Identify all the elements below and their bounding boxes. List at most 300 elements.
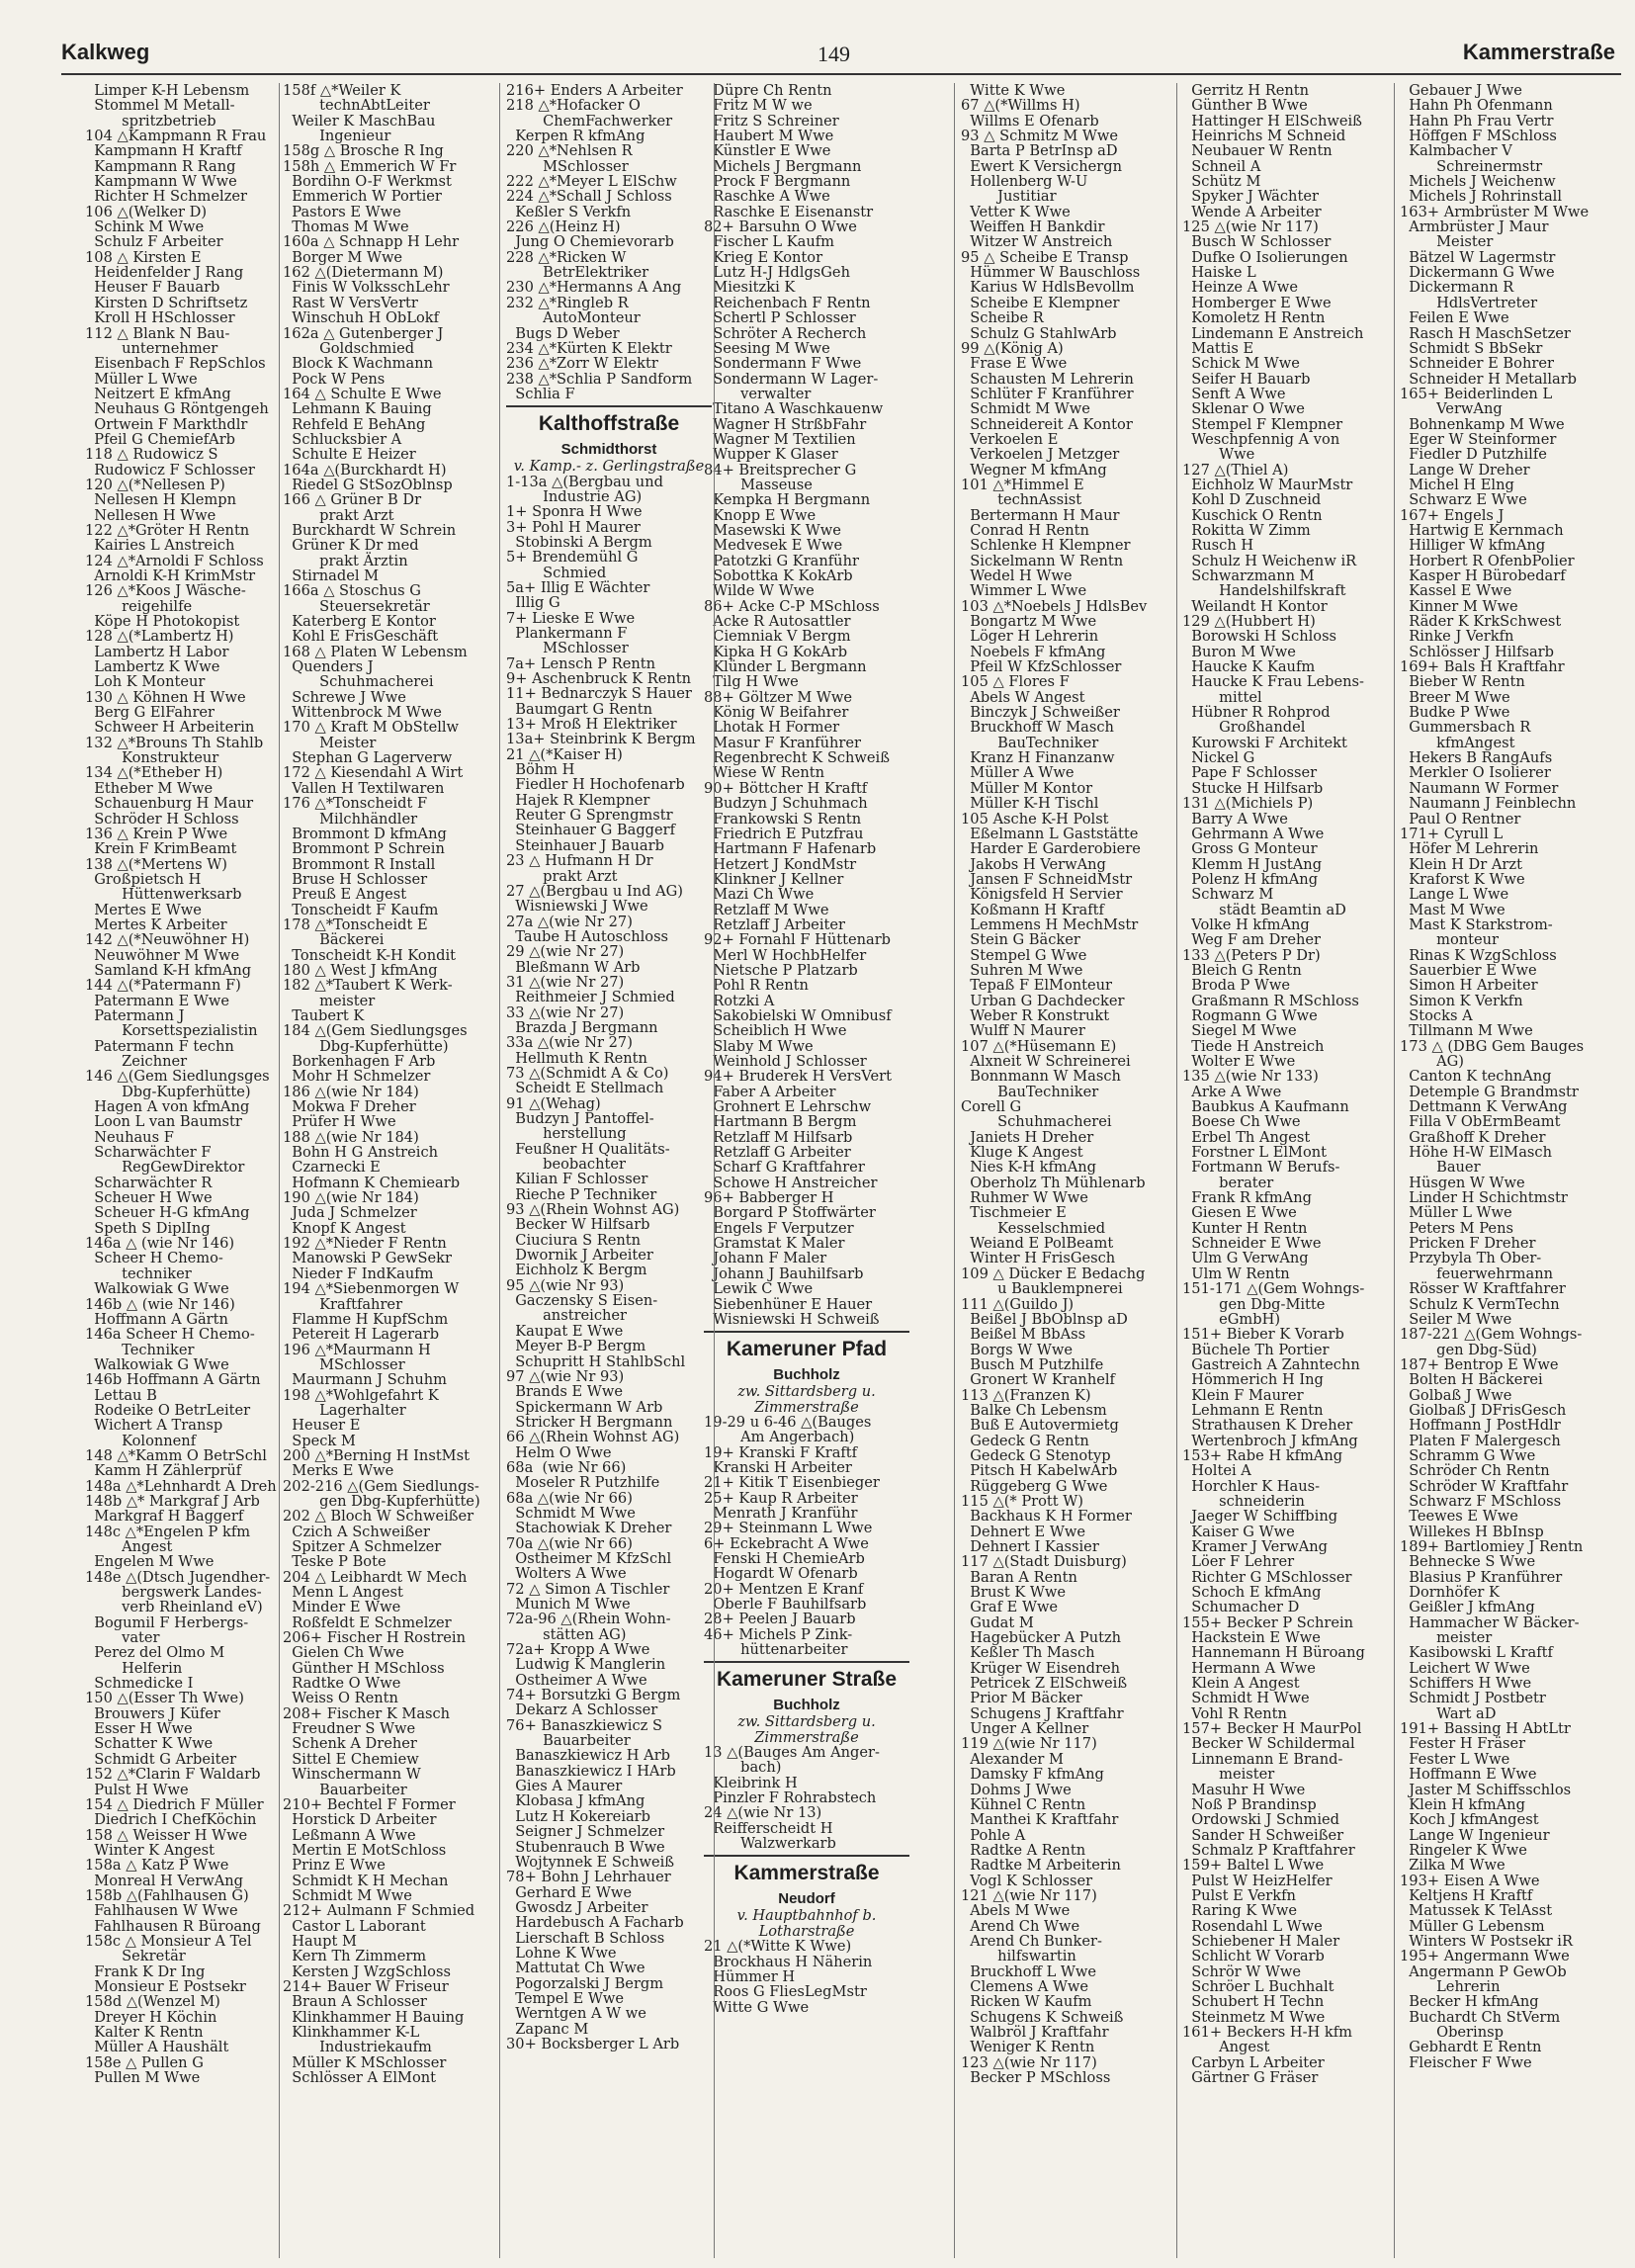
directory-entry: 222 △*Meyer L ElSchw [506, 173, 677, 191]
directory-entry: Gehrmann A Wwe [1182, 825, 1325, 842]
directory-entry: 158c △ Monsieur A Tel [85, 1932, 252, 1950]
directory-entry: Verkoelen J Metzger [961, 446, 1120, 464]
directory-entry: Hahn Ph Frau Vertr [1400, 112, 1554, 130]
directory-entry: Ulm G VerwAng [1182, 1250, 1309, 1267]
directory-entry: Koch J kfmAngest [1400, 1811, 1539, 1829]
directory-entry: 5a+ Illig E Wächter [506, 578, 650, 596]
directory-entry: Hilliger W kfmAng [1400, 537, 1546, 555]
directory-entry: Angermann P GewOb [1400, 1963, 1567, 1980]
column-divider [954, 83, 955, 2258]
directory-entry: Hajek R Klempner [506, 791, 650, 809]
directory-entry: 208+ Fischer K Masch [283, 1704, 451, 1722]
directory-entry: Kraforst K Wwe [1400, 870, 1525, 888]
directory-entry: Juda J Schmelzer [283, 1204, 417, 1222]
directory-entry: 66 △(Rhein Wohnst AG) [506, 1429, 680, 1446]
directory-entry: Ludwig K Manglerin [506, 1656, 666, 1674]
directory-entry: Stephan G Lagerverw [283, 749, 453, 767]
directory-entry: Kamm H Zählerprüf [85, 1462, 242, 1480]
directory-entry: 158f △*Weiler K [283, 83, 401, 99]
directory-entry: städt Beamtin aD [1182, 901, 1346, 918]
directory-entry: Milchhändler [283, 810, 418, 828]
directory-entry: Vetter K Wwe [961, 203, 1071, 220]
directory-entry: herstellung [506, 1125, 627, 1143]
directory-entry: Leßmann A Wwe [283, 1826, 416, 1844]
directory-entry: Medvesek E Wwe [704, 537, 843, 555]
directory-entry: 166 △ Grüner B Dr [283, 491, 422, 509]
directory-entry: Castor L Laborant [283, 1917, 426, 1935]
directory-entry: Weilandt H Kontor [1182, 597, 1328, 615]
directory-entry: 138 △(*Mertens W) [85, 855, 227, 873]
directory-entry: Graf E Wwe [961, 1599, 1059, 1616]
directory-entry: Steinhauer G Baggerf [506, 822, 676, 839]
directory-entry: Schowe H Anstreicher [704, 1174, 878, 1191]
directory-entry: 105 Asche K-H Polst [961, 810, 1109, 828]
directory-entry: Kramer J VerwAng [1182, 1538, 1329, 1555]
directory-entry: Schrewe J Wwe [283, 688, 406, 706]
directory-entry: 236 △*Zorr W Elektr [506, 355, 658, 373]
directory-entry: 92+ Fornahl F Hüttenarb [704, 931, 892, 949]
directory-entry: Schulz K VermTechn [1400, 1295, 1560, 1313]
directory-entry: Schatter K Wwe [85, 1735, 214, 1753]
directory-entry: Gaczensky S Eisen- [506, 1292, 658, 1310]
directory-entry: Eisenbach F RepSchlos [85, 355, 266, 373]
directory-entry: Bleßmann W Arb [506, 958, 641, 976]
directory-entry: MSchlosser [506, 157, 629, 175]
directory-entry: MSchlosser [506, 640, 629, 657]
directory-entry: Jansen F SchneidMstr [961, 870, 1133, 888]
directory-entry: Taubert K [283, 1006, 365, 1024]
directory-entry: Petricek Z ElSchweiß [961, 1675, 1128, 1693]
directory-entry: Kaupat E Wwe [506, 1322, 624, 1340]
directory-entry: Kohl E FrisGeschäft [283, 628, 439, 646]
directory-entry: Gramstat K Maler [704, 1235, 845, 1253]
directory-entry: Burckhardt W Schrein [283, 521, 457, 539]
directory-entry: 234 △*Kürten K Elektr [506, 339, 672, 357]
directory-entry: Clemens A Wwe [961, 1977, 1089, 1995]
directory-entry: Wende A Arbeiter [1182, 203, 1322, 220]
directory-entry: Friedrich E Putzfrau [704, 825, 864, 842]
directory-entry: 190 △(wie Nr 184) [283, 1189, 419, 1207]
directory-entry: Hetzert J KondMstr [704, 855, 857, 873]
directory-entry: spritzbetrieb [85, 112, 216, 130]
directory-column-4 [704, 83, 909, 2015]
directory-entry: Schlösser A ElMont [283, 2069, 437, 2086]
directory-entry: Titano A Waschkauenw [704, 400, 884, 418]
directory-entry: Horchler K Haus- [1182, 1477, 1321, 1495]
directory-entry: Czich A Schweißer [283, 1523, 430, 1540]
directory-entry: 184 △(Gem Siedlungsges [283, 1022, 468, 1040]
directory-entry: Lemmens H MechMstr [961, 916, 1139, 933]
directory-entry: Haucke K Frau Lebens- [1182, 673, 1364, 691]
directory-entry: Weiss O Rentn [283, 1690, 398, 1707]
directory-entry: Ringeler K Wwe [1400, 1841, 1527, 1859]
directory-entry: 88+ Göltzer M Wwe [704, 688, 853, 706]
directory-entry: Radtke O Wwe [283, 1675, 401, 1693]
directory-entry: Armbrüster J Maur [1400, 218, 1549, 236]
directory-entry: 151+ Bieber K Vorarb [1182, 1326, 1344, 1344]
directory-entry: 176 △*Tonscheidt F [283, 795, 428, 813]
directory-entry: Retzlaff M Hilfsarb [704, 1128, 853, 1146]
directory-entry: Loh K Monteur [85, 673, 206, 691]
directory-entry: Hackstein E Wwe [1182, 1629, 1321, 1647]
directory-entry: unternehmer [85, 339, 218, 357]
directory-entry: Lhotak H Former [704, 719, 840, 737]
directory-entry: Loon L van Baumstr [85, 1113, 242, 1131]
directory-entry: 182 △*Taubert K Werk- [283, 977, 453, 995]
directory-entry: Blasius P Kranführer [1400, 1568, 1563, 1586]
directory-entry: Golbaß J Wwe [1400, 1386, 1512, 1404]
directory-entry: Raschke E Eisenanstr [704, 203, 874, 220]
directory-entry: Hartmann B Bergm [704, 1113, 857, 1131]
directory-entry: Backhaus K H Former [961, 1508, 1132, 1526]
street-heading: Kameruner Straße [704, 1661, 909, 1697]
directory-entry: 72a+ Kropp A Wwe [506, 1641, 650, 1659]
directory-entry: BetrElektriker [506, 264, 649, 282]
page-number: 149 [818, 42, 850, 66]
district-heading: Buchholz [773, 1697, 840, 1714]
directory-entry: 163+ Armbrüster M Wwe [1400, 203, 1590, 220]
directory-entry: Schulte E Heizer [283, 446, 416, 464]
directory-entry: Oberholz Th Mühlenarb [961, 1174, 1146, 1191]
directory-entry: Retzlaff J Arbeiter [704, 916, 845, 933]
directory-entry: Schmidt S BbSekr [1400, 339, 1543, 357]
directory-entry: Schneil A [1182, 157, 1261, 175]
directory-entry: Rosendahl L Wwe [1182, 1917, 1323, 1935]
directory-entry: 134 △(*Etheber H) [85, 764, 223, 782]
directory-entry: 109 △ Dücker E Bedachg [961, 1265, 1146, 1282]
directory-entry: Kaiser G Wwe [1182, 1523, 1295, 1540]
directory-entry: Pogorzalski J Bergm [506, 1974, 664, 1992]
directory-entry: Polenz H kfmAng [1182, 870, 1319, 888]
directory-entry: Höhe H-W ElMasch [1400, 1144, 1552, 1162]
directory-entry: Kersten J WzgSchloss [283, 1963, 451, 1980]
directory-entry: 136 △ Krein P Wwe [85, 825, 228, 842]
directory-entry: Homberger E Wwe [1182, 294, 1332, 311]
directory-entry: Stobinski A Bergm [506, 533, 652, 551]
directory-entry: 7a+ Lensch P Rentn [506, 654, 656, 672]
directory-entry: Bruckhoff W Masch [961, 719, 1114, 737]
column-divider [714, 83, 715, 2258]
directory-entry: Ricken W Kaufm [961, 1993, 1092, 2011]
directory-entry: Michel H Elng [1400, 476, 1514, 493]
directory-entry: anstreicher [506, 1307, 628, 1325]
directory-entry: Bauarbeiter [506, 1732, 631, 1750]
directory-entry: 162a △ Gutenberger J [283, 324, 444, 342]
directory-entry: Lohne K Wwe [506, 1944, 617, 1962]
directory-entry: Schumacher D [1182, 1599, 1300, 1616]
directory-entry: 158e △ Pullen G [85, 2053, 204, 2071]
directory-entry: Rehfeld E BehAng [283, 415, 426, 433]
directory-entry: Arend Ch Bunker- [961, 1932, 1102, 1950]
directory-entry: Walkowiak G Wwe [85, 1280, 229, 1298]
directory-entry: Gies A Maurer [506, 1778, 623, 1795]
directory-entry: 91 △(Wehag) [506, 1094, 601, 1112]
directory-entry: bach) [704, 1759, 782, 1777]
directory-entry: Steuersekretär [283, 597, 430, 615]
directory-entry: Canton K technAng [1400, 1068, 1552, 1086]
directory-entry: hüttenarbeiter [704, 1641, 848, 1659]
directory-entry: Siegel M Wwe [1182, 1022, 1297, 1040]
directory-entry: 21+ Kitik T Eisenbieger [704, 1474, 880, 1492]
directory-entry: Spitzer A Schmelzer [283, 1538, 442, 1555]
directory-entry: Schiebener H Maler [1182, 1932, 1340, 1950]
directory-entry: Böhm H [506, 761, 575, 779]
directory-entry: Bolten H Bäckerei [1400, 1371, 1543, 1389]
directory-entry: Sander H Schweißer [1182, 1826, 1344, 1844]
directory-entry: Heidenfelder J Rang [85, 264, 244, 282]
directory-entry: Frase E Wwe [961, 355, 1068, 373]
directory-entry: Sittel E Chemiew [283, 1750, 419, 1768]
directory-entry: Fahlhausen W Wwe [85, 1902, 238, 1920]
directory-entry: 158h △ Emmerich W Fr [283, 157, 457, 175]
directory-entry: Tonscheidt F Kaufm [283, 901, 439, 918]
directory-entry: Brommont D kfmAng [283, 825, 447, 842]
directory-entry: Wittenbrock M Wwe [283, 704, 442, 722]
directory-entry: Wichert A Transp [85, 1417, 223, 1435]
directory-entry: Frank R kfmAng [1182, 1189, 1312, 1207]
directory-entry: Ingenieur [283, 128, 391, 145]
directory-entry: Dbg-Kupferhütte) [85, 1083, 251, 1100]
directory-entry: 111 △(Guildo J) [961, 1295, 1075, 1313]
directory-entry: Samland K-H kfmAng [85, 961, 252, 979]
directory-entry: 232 △*Ringleb R [506, 294, 629, 311]
directory-entry: Manthei K Kraftfahr [961, 1811, 1119, 1829]
directory-entry: Brockhaus H Näherin [704, 1953, 873, 1970]
directory-entry: Horbert R OfenbPolier [1400, 552, 1575, 569]
directory-entry: Wojtynnek E Schweiß [506, 1853, 675, 1871]
directory-entry: Kilian F Schlosser [506, 1171, 648, 1188]
directory-entry: 95 △(wie Nr 93) [506, 1276, 625, 1294]
directory-entry: Senft A Wwe [1182, 385, 1286, 402]
directory-entry: 72a-96 △(Rhein Wohn- [506, 1611, 671, 1628]
directory-entry: Konstrukteur [85, 749, 219, 767]
directory-entry: vater [85, 1629, 160, 1647]
directory-entry: Prock F Bergmann [704, 173, 851, 191]
directory-entry: Pulst E Verkfn [1182, 1886, 1296, 1904]
directory-entry: 19-29 u 6-46 △(Bauges [704, 1413, 872, 1431]
directory-entry: Tischmeier E [961, 1204, 1067, 1222]
directory-entry: Schmalz P Kraftfahrer [1182, 1841, 1355, 1859]
directory-entry: Müller A Wwe [961, 764, 1075, 782]
directory-entry: Gedeck G Rentn [961, 1432, 1089, 1449]
directory-entry: Gross G Monteur [1182, 840, 1318, 858]
directory-entry: 46+ Michels P Zink- [704, 1625, 853, 1643]
directory-entry: Kipka H G KokArb [704, 643, 848, 660]
directory-entry: 170 △ Kraft M ObStellw [283, 719, 460, 737]
directory-entry: Freudner S Wwe [283, 1720, 416, 1738]
directory-entry: Pullen M Wwe [85, 2069, 201, 2086]
directory-entry: Przybyla Th Ober- [1400, 1250, 1542, 1267]
directory-entry: Wilde W Wwe [704, 582, 815, 600]
directory-entry: Müller G Lebensm [1400, 1917, 1545, 1935]
directory-entry: Masseuse [704, 476, 813, 493]
directory-entry: Platen F Malergesch [1400, 1432, 1561, 1449]
directory-entry: 152 △*Clarin F Waldarb [85, 1766, 261, 1784]
directory-entry: Ortwein F Markthdlr [85, 415, 248, 433]
directory-entry: Ostheimer M KfzSchl [506, 1549, 672, 1567]
directory-entry: gen Dbg-Kupferhütte) [283, 1492, 480, 1510]
directory-entry: Pricken F Dreher [1400, 1235, 1536, 1253]
directory-entry: Müller L Wwe [1400, 1204, 1512, 1222]
directory-entry: Goldschmied [283, 339, 415, 357]
directory-entry: gen Dbg-Mitte [1182, 1295, 1326, 1313]
directory-entry: Brouwers J Küfer [85, 1704, 220, 1722]
directory-entry: Plankermann F [506, 625, 628, 642]
directory-entry: Unger A Kellner [961, 1720, 1089, 1738]
directory-entry: 180 △ West J kfmAng [283, 961, 438, 979]
directory-entry: Wolters A Wwe [506, 1565, 627, 1583]
directory-entry: Giolbaß J DFrisGesch [1400, 1401, 1567, 1419]
directory-entry: 148 △*Kamm O BetrSchl [85, 1446, 267, 1464]
directory-entry: Michels J Weichenw [1400, 173, 1556, 191]
directory-entry: Rösser W Kraftfahrer [1400, 1280, 1566, 1298]
directory-entry: Schröder H Schloss [85, 810, 239, 828]
directory-entry: 148c △*Engelen P kfm [85, 1523, 251, 1540]
directory-entry: Kampmann W Wwe [85, 173, 237, 191]
directory-entry: Naumann J Feinblechn [1400, 795, 1577, 813]
directory-entry: 144 △(*Patermann F) [85, 977, 241, 995]
directory-entry: Scharwächter F [85, 1144, 212, 1162]
directory-entry: Räder K KrkSchwest [1400, 613, 1562, 631]
directory-entry: Techniker [85, 1341, 195, 1358]
directory-entry: Industrie AG) [506, 487, 643, 505]
directory-entry: 117 △(Stadt Duisburg) [961, 1553, 1127, 1571]
directory-entry: Tillmann M Wwe [1400, 1022, 1533, 1040]
directory-entry: 155+ Becker P Schrein [1182, 1614, 1354, 1631]
directory-entry: reigehilfe [85, 597, 193, 615]
directory-entry: Maurmann J Schuhm [283, 1371, 447, 1389]
header-rule [61, 73, 1621, 75]
directory-entry: 189+ Bartlomiey J Rentn [1400, 1538, 1584, 1555]
directory-entry: Seiler M Wwe [1400, 1310, 1512, 1328]
directory-entry: Bongartz M Wwe [961, 613, 1097, 631]
directory-entry: Wiese W Rentn [704, 764, 825, 782]
directory-entry: Ewert K Versichergn [961, 157, 1122, 175]
street-heading: Kammerstraße [704, 1855, 909, 1890]
directory-entry: Jakobs H VerwAng [961, 855, 1106, 873]
directory-entry: Raring K Wwe [1182, 1902, 1297, 1920]
directory-entry: Lutz H-J HdlgsGeh [704, 264, 850, 282]
directory-entry: MSchlosser [283, 1355, 405, 1373]
directory-entry: Heinze A Wwe [1182, 279, 1298, 297]
directory-entry: 164a △(Burckhardt H) [283, 461, 447, 479]
directory-entry: Dehnert E Wwe [961, 1523, 1085, 1540]
directory-entry: Block K Wachmann [283, 355, 433, 373]
directory-entry: Lehmann K Bauing [283, 400, 432, 418]
directory-entry: 210+ Bechtel F Former [283, 1795, 456, 1813]
directory-entry: Fiedler H Hochofenarb [506, 776, 685, 794]
directory-entry: Borkenhagen F Arb [283, 1053, 436, 1070]
directory-entry: Nickel G [1182, 749, 1255, 767]
directory-entry: 70a △(wie Nr 66) [506, 1534, 633, 1552]
directory-entry: Scharf G Kraftfahrer [704, 1159, 865, 1177]
directory-entry: Gebauer J Wwe [1400, 83, 1522, 99]
directory-entry: Carbyn L Arbeiter [1182, 2053, 1325, 2071]
directory-column-7 [1400, 83, 1605, 2070]
column-divider [279, 83, 280, 2258]
directory-entry: 202 △ Bloch W Schweißer [283, 1508, 474, 1526]
directory-entry: Busch M Putzhilfe [961, 1355, 1104, 1373]
directory-entry: Witte G Wwe [704, 1998, 810, 2015]
directory-entry: 99 △(König A) [961, 339, 1064, 357]
directory-entry: Pape F Schlosser [1182, 764, 1318, 782]
directory-entry: 78+ Bohn J Lehrhauer [506, 1869, 671, 1886]
directory-entry: 120 △(*Nellesen P) [85, 476, 225, 493]
directory-entry: Zilka M Wwe [1400, 1857, 1506, 1875]
directory-entry: Feilen E Wwe [1400, 309, 1509, 327]
directory-entry: 30+ Bocksberger L Arb [506, 2035, 680, 2052]
directory-entry: 28+ Peelen J Bauarb [704, 1611, 856, 1628]
directory-entry: Schubert H Techn [1182, 1993, 1325, 2011]
directory-entry: Holtei A [1182, 1462, 1251, 1480]
directory-entry: 194 △*Siebenmorgen W [283, 1280, 460, 1298]
directory-entry: Pohl R Rentn [704, 977, 809, 995]
directory-entry: Moseler R Putzhilfe [506, 1474, 660, 1492]
directory-entry: Neuhaus F [85, 1128, 174, 1146]
directory-entry: Schenk A Dreher [283, 1735, 417, 1753]
directory-entry: 132 △*Brouns Th Stahlb [85, 734, 264, 751]
directory-entry: Budke P Wwe [1400, 704, 1510, 722]
directory-entry: Zapanc M [506, 2020, 589, 2038]
directory-entry: Grüner K Dr med [283, 537, 419, 555]
directory-entry: 23 △ Hufmann H Dr [506, 852, 653, 870]
directory-entry: Rodeike O BetrLeiter [85, 1401, 251, 1419]
directory-entry: schneiderin [1182, 1492, 1305, 1510]
directory-entry: Wart aD [1400, 1704, 1497, 1722]
directory-entry: Rüggeberg G Wwe [961, 1477, 1108, 1495]
directory-entry: Klein A Angest [1182, 1675, 1300, 1693]
directory-entry: Linder H Schichtmstr [1400, 1189, 1568, 1207]
directory-entry: Eichholz K Bergm [506, 1262, 647, 1279]
directory-entry: Kuschick O Rentn [1182, 506, 1323, 524]
directory-entry: Wulff N Maurer [961, 1022, 1085, 1040]
directory-entry: 112 △ Blank N Bau- [85, 324, 230, 342]
directory-entry: Behnecke S Wwe [1400, 1553, 1536, 1571]
street-heading: Kameruner Pfad [704, 1331, 909, 1366]
directory-entry: Schlenke H Klempner [961, 537, 1131, 555]
directory-entry: Arend Ch Wwe [961, 1917, 1080, 1935]
directory-entry: Berg G ElFahrer [85, 704, 215, 722]
directory-entry: AG) [1400, 1053, 1465, 1070]
directory-entry: Kranz H Finanzanw [961, 749, 1115, 767]
directory-entry: Wwe [1182, 446, 1255, 464]
directory-entry: Tepaß F ElMonteur [961, 977, 1113, 995]
directory-entry: Wedel H Wwe [961, 567, 1073, 584]
directory-entry: Gummersbach R [1400, 719, 1531, 737]
directory-entry: Heinrichs M Schneid [1182, 128, 1346, 145]
directory-entry: Haupt M [283, 1932, 357, 1950]
directory-entry: 160a △ Schnapp H Lehr [283, 233, 460, 251]
directory-entry: Gronert W Kranhelf [961, 1371, 1115, 1389]
directory-entry: Buron M Wwe [1182, 643, 1296, 660]
directory-entry: Hattinger H ElSchweiß [1182, 112, 1362, 130]
directory-entry: Haucke K Kaufm [1182, 658, 1316, 676]
directory-entry: Richter G MSchlosser [1182, 1568, 1352, 1586]
directory-entry: Radtke A Rentn [961, 1841, 1086, 1859]
directory-entry: Scheidt E Stellmach [506, 1080, 664, 1097]
column-divider [1394, 83, 1395, 2258]
directory-entry: 126 △*Koos J Wäsche- [85, 582, 246, 600]
directory-entry: Noß P Brandinsp [1182, 1795, 1317, 1813]
directory-entry: Erbel Th Angest [1182, 1128, 1311, 1146]
directory-entry: Hümmer W Bauschloss [961, 264, 1141, 282]
directory-entry: Mattis E [1182, 339, 1254, 357]
directory-entry: Müller K MSchlosser [283, 2053, 447, 2071]
directory-entry: 33 △(wie Nr 27) [506, 1003, 625, 1021]
directory-entry: Preuß E Angest [283, 886, 407, 904]
directory-entry: Gielen Ch Wwe [283, 1644, 404, 1662]
directory-entry: Tonscheidt K-H Kondit [283, 946, 456, 964]
